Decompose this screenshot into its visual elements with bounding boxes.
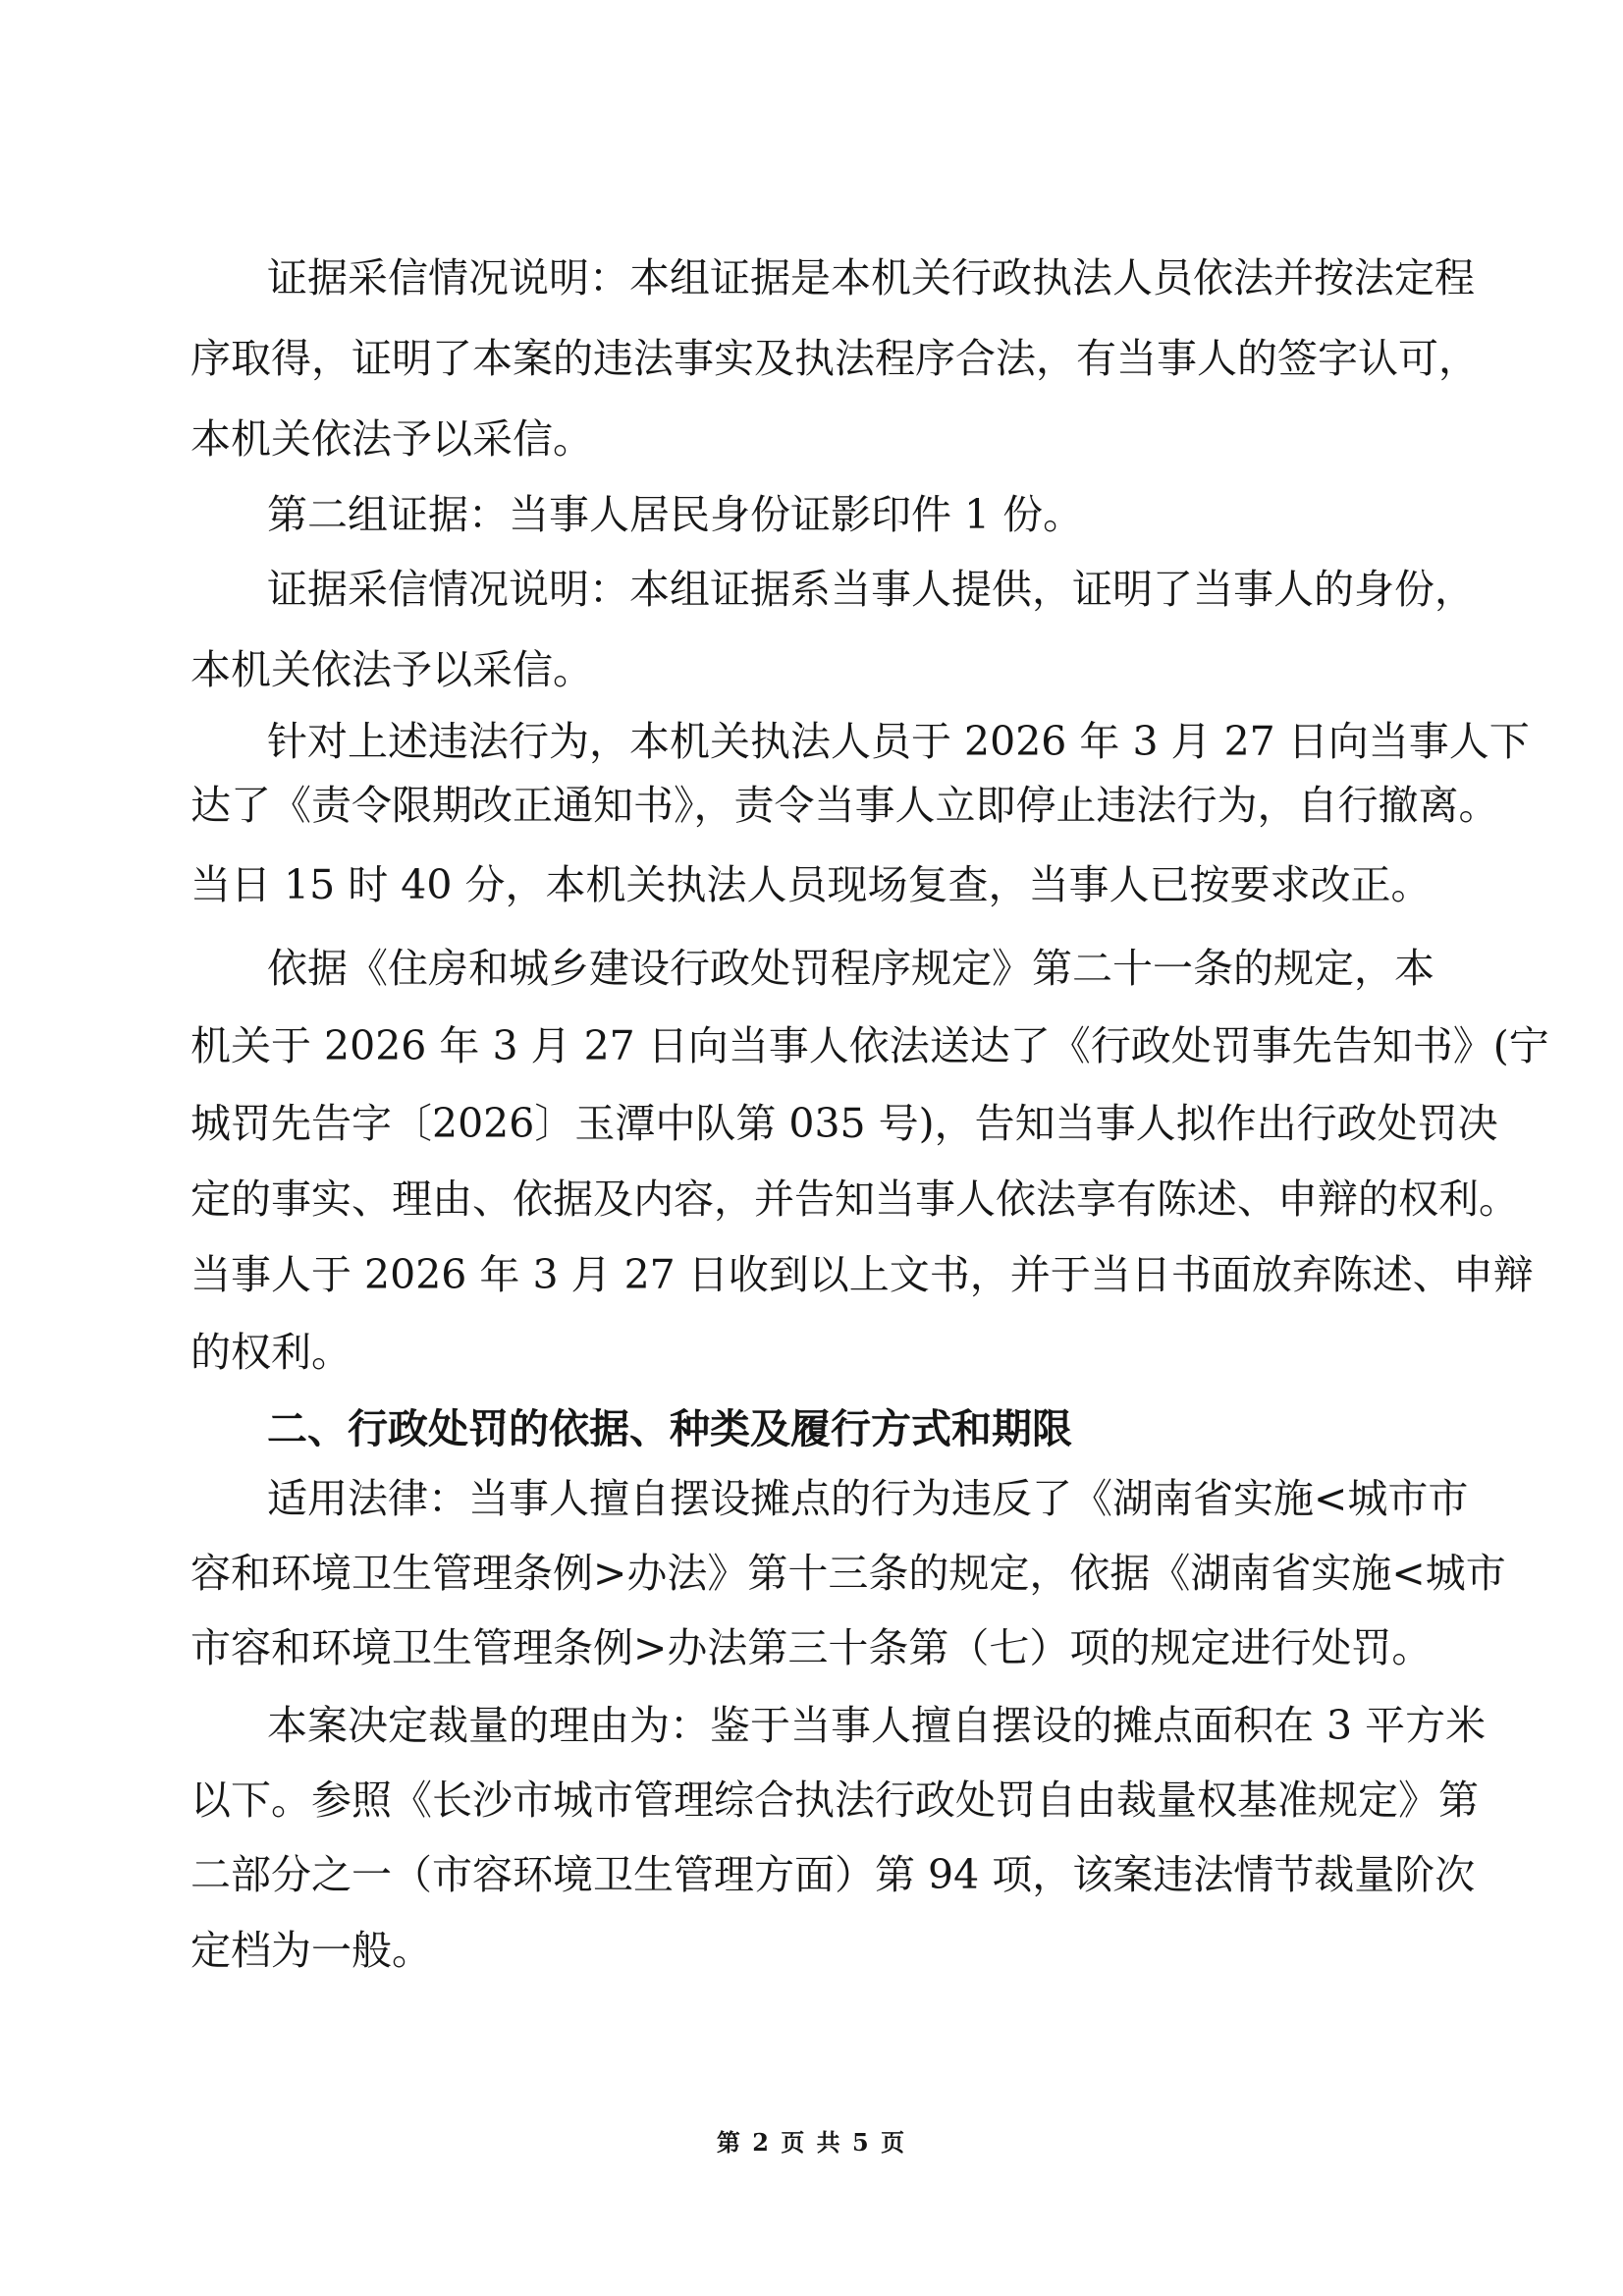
text-line: 本案决定裁量的理由为：鉴于当事人擅自摆设的摊点面积在 3 平方米 [267, 1702, 1487, 1749]
text-line: 的权利。 [190, 1329, 352, 1376]
page-number: 第 2 页 共 5 页 [716, 2128, 907, 2157]
text-line: 适用法律：当事人擅自摆设摊点的行为违反了《湖南省实施<城市市 [267, 1475, 1469, 1522]
text-line: 以下。参照《长沙市城市管理综合执法行政处罚自由裁量权基准规定》第 [190, 1777, 1479, 1824]
text-line: 第二组证据：当事人居民身份证影印件 1 份。 [267, 491, 1084, 538]
text-line: 容和环境卫生管理条例>办法》第十三条的规定，依据《湖南省实施<城市 [190, 1550, 1506, 1597]
text-line: 本机关依法予以采信。 [190, 646, 593, 693]
text-line: 机关于 2026 年 3 月 27 日向当事人依法送达了《行政处罚事先告知书》(宁 [190, 1022, 1549, 1069]
text-line: 市容和环境卫生管理条例>办法第三十条第（七）项的规定进行处罚。 [190, 1624, 1433, 1671]
text-line: 当事人于 2026 年 3 月 27 日收到以上文书，并于当日书面放弃陈述、申辩 [190, 1251, 1534, 1298]
text-line: 证据采信情况说明：本组证据是本机关行政执法人员依法并按法定程 [267, 254, 1475, 301]
text-line: 二部分之一（市容环境卫生管理方面）第 94 项，该案违法情节裁量阶次 [190, 1851, 1476, 1898]
text-line: 序取得，证明了本案的违法事实及执法程序合法，有当事人的签字认可， [190, 335, 1479, 382]
text-line: 定档为一般。 [190, 1927, 432, 1974]
text-line: 达了《责令限期改正通知书》，责令当事人立即停止违法行为，自行撤离。 [190, 782, 1499, 829]
text-line: 定的事实、理由、依据及内容，并告知当事人依法享有陈述、申辩的权利。 [190, 1175, 1519, 1223]
section-heading: 二、行政处罚的依据、种类及履行方式和期限 [267, 1405, 1072, 1452]
text-line: 当日 15 时 40 分，本机关执法人员现场复查，当事人已按要求改正。 [190, 861, 1432, 908]
text-line: 证据采信情况说明：本组证据系当事人提供，证明了当事人的身份， [267, 566, 1475, 613]
text-line: 城罚先告字〔2026〕玉潭中队第 035 号)，告知当事人拟作出行政处罚决 [190, 1100, 1498, 1147]
text-line: 针对上述违法行为，本机关执法人员于 2026 年 3 月 27 日向当事人下 [267, 718, 1530, 765]
text-line: 依据《住房和城乡建设行政处罚程序规定》第二十一条的规定，本 [267, 945, 1434, 992]
text-line: 本机关依法予以采信。 [190, 415, 593, 463]
